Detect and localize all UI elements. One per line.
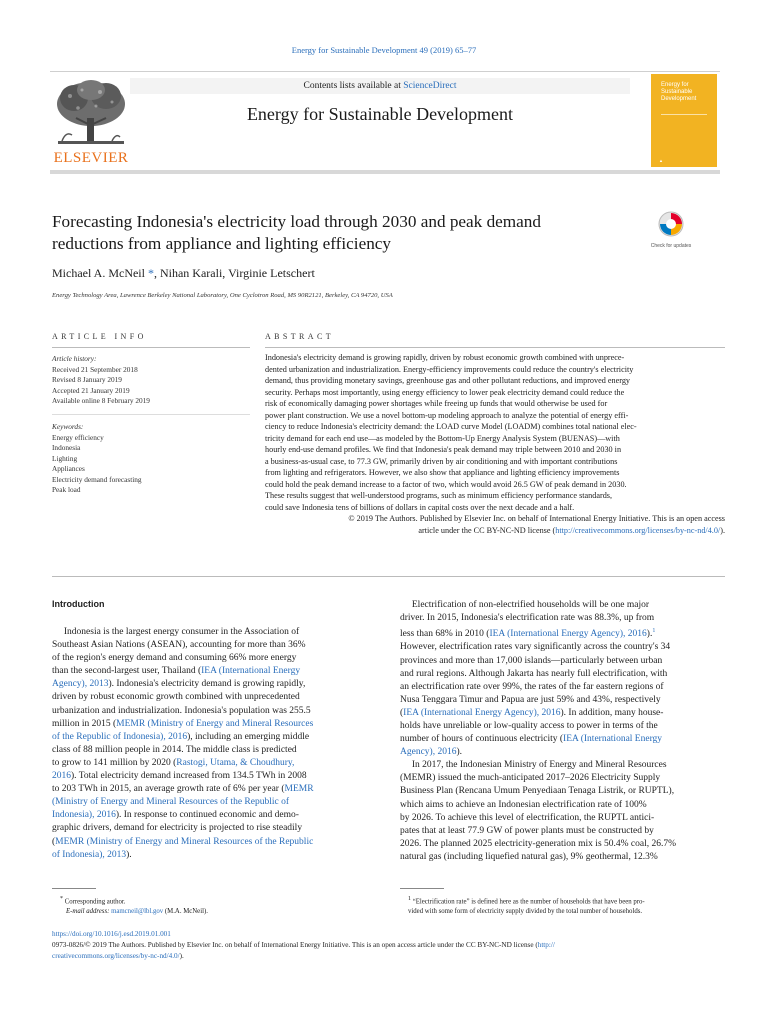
body-line: Business Plan (Rencana Umum Penyediaan Tenaga Listrik, or RUPTL),: [400, 786, 675, 797]
keywords: [52, 422, 252, 496]
license-line: creativecommons.org/licenses/by-nc-nd/4.0/).: [52, 952, 184, 960]
citation-link[interactable]: Rastogi, Utama, & Choudhury,: [176, 757, 295, 768]
citation-link[interactable]: IEA (International Energy Agency), 2016: [489, 629, 647, 640]
contents-prefix: Contents lists available at: [303, 81, 404, 91]
body-line: by 2026. To achieve this level of electrification, the RUPTL antici-: [400, 812, 655, 823]
keyword: Energy efficiency: [52, 432, 104, 442]
citation-link[interactable]: of Indonesia), 2013: [52, 849, 127, 860]
info-divider: [52, 347, 250, 348]
check-for-updates-icon: [657, 210, 685, 238]
body-line: graphic drivers, demand for electricity is projected to rise steadily: [52, 823, 303, 834]
article-history: [52, 354, 252, 407]
copyright-line: © 2019 The Authors. Published by Elsevier Inc. on behalf of International Energy Initiative. This is an open access: [348, 514, 725, 523]
abstract-divider: [265, 347, 725, 348]
article-footer: [52, 929, 732, 962]
abstract-line: tricity demand for each end use—as modeled by the Bottom-Up Energy Analysis System (BUENAS)—with: [265, 433, 620, 443]
body-line: an electrification rate over 99%, the rates of the far eastern regions of: [400, 681, 664, 692]
abstract-line: dented urbanization and industrialization. Energy-efficiency improvements could reduce the country's electricity: [265, 364, 634, 374]
journal-reference[interactable]: [0, 45, 768, 55]
keyword: Lighting: [52, 453, 78, 463]
body-line: Agency), 2013). Indonesia's electricity demand is growing rapidly,: [52, 679, 306, 690]
license-line: 0973-0826/© 2019 The Authors. Published by Elsevier Inc. on behalf of International Energy Initiative. This is an open access article under the CC BY-NC-ND license (http://: [52, 941, 555, 949]
abstract-body: [265, 352, 725, 536]
abstract-line: a business-as-usual case, to 77.3 GW, primarily driven by air conditioning and with important contributions: [265, 456, 618, 466]
body-line: (MEMR) issued the much-anticipated 2017–2026 Electricity Supply: [400, 773, 661, 784]
intro-right-column: [400, 599, 725, 864]
electrification-footnote: $^1$ “Electrification rate” is defined here as the number of households that have been pro- vided with some form of electricity supply divided by the total number of households.: [408, 896, 645, 916]
cover-title: Energy for Sustainable Development: [661, 82, 697, 102]
body-line: (IEA (International Energy Agency), 2016). In addition, many house-: [400, 707, 664, 718]
body-line: pates that at least 77.9 GW of power plants must be constructed by: [400, 825, 654, 836]
body-line: Indonesia), 2016). In response to continued economic and demo-: [52, 810, 299, 821]
citation-link[interactable]: Agency), 2016: [400, 747, 457, 758]
citation-link[interactable]: of the Republic of Indonesia), 2016: [52, 731, 188, 742]
keyword: Appliances: [52, 464, 85, 473]
footnote-ref[interactable]: 1: [652, 628, 656, 635]
cover-publisher-logo: ▲: [659, 158, 663, 163]
citation-link[interactable]: MEMR: [284, 784, 314, 795]
citation-link[interactable]: Agency), 2013: [52, 679, 109, 690]
body-line: Southeast Asian Nations (ASEAN), accounting for more than 36%: [52, 640, 306, 651]
footnote-rule-left: [52, 888, 96, 889]
section-divider: [52, 576, 725, 577]
sciencedirect-link[interactable]: ScienceDirect: [403, 81, 457, 91]
citation-link[interactable]: MEMR (Ministry of Energy and Mineral Resources of the Republic: [55, 836, 314, 847]
citation-link[interactable]: IEA (International Energy: [563, 734, 663, 745]
body-line: Electrification of non-electrified households will be one major: [400, 600, 650, 610]
citation-link[interactable]: IEA (International Energy Agency), 2016: [403, 707, 561, 718]
body-line: Agency), 2016).: [400, 747, 463, 758]
body-line: [52, 796, 379, 809]
corresponding-author-mark[interactable]: *: [147, 266, 154, 280]
journal-title: Energy for Sustainable Development: [246, 104, 514, 124]
journal-reference-link[interactable]: Energy for Sustainable Development 49 (2019) 65–77: [291, 45, 477, 55]
check-for-updates-label: Check for updates: [650, 243, 692, 249]
intro-left-column: [52, 626, 379, 862]
cc-license-link[interactable]: http://creativecommons.org/licenses/by-nc-nd/4.0/: [555, 525, 721, 535]
body-line: driven by robust economic growth combined with unprecedented: [52, 692, 300, 703]
history-item: Received 21 September 2018: [52, 364, 138, 374]
body-line: of the Republic of Indonesia), 2016), including an emerging middle: [52, 731, 310, 742]
body-line: number of hours of continuous electricity (IEA (International Energy: [400, 734, 663, 745]
citation-link[interactable]: Indonesia), 2016: [52, 810, 116, 821]
author-email-link[interactable]: mamcneil@lbl.gov: [111, 908, 164, 916]
citation-link[interactable]: MEMR (Ministry of Energy and Mineral Resources: [116, 718, 314, 729]
body-line: driver. In 2015, Indonesia's electrification rate was 88.3%, up from: [400, 613, 655, 624]
elsevier-tree-icon: [52, 78, 130, 148]
body-line: However, electrification rates vary significantly across the country's 34: [400, 642, 671, 653]
body-line: of Indonesia), 2013).: [52, 849, 132, 860]
abstract-line: power plant construction. We use a novel bottom-up modeling approach to analyze the potential of energy effi-: [265, 410, 629, 420]
contents-bar: [130, 78, 630, 94]
history-item: Accepted 21 January 2019: [52, 385, 130, 395]
body-line: and rural regions. Although Jakarta has nearly full electrification, with: [400, 668, 668, 679]
citation-link[interactable]: IEA (International Energy: [201, 666, 301, 677]
introduction-heading: Introduction: [52, 599, 105, 609]
body-line: less than 68% in 2010 (IEA (International Energy Agency), 2016).$^1$: [400, 628, 656, 640]
abstract-line: These results suggest that well-understood programs, such as minimum efficiency performance standards,: [265, 491, 613, 500]
body-line: (MEMR (Ministry of Energy and Mineral Resources of the Republic: [52, 836, 314, 847]
keywords-label: Keywords:: [52, 422, 84, 431]
abstract-copyright: [265, 513, 725, 536]
abstract-line: could save Indonesia tens of billions of dollars in capital costs over the next decade and a half.: [265, 502, 575, 512]
cover-rule: [661, 114, 707, 115]
keyword: Indonesia: [52, 443, 81, 452]
license-link[interactable]: http://: [537, 941, 555, 949]
author-name: Michael A. McNeil: [52, 266, 148, 280]
check-for-updates-badge[interactable]: [650, 210, 692, 252]
body-line: 2026. The planned 2025 electricity-generation mix is 50.4% coal, 26.7%: [400, 838, 677, 849]
body-line: of the region's energy demand and consuming 66% more energy: [52, 653, 297, 664]
body-line: than the second-largest user, Thailand (IEA (International Energy: [52, 666, 301, 677]
corresponding-footnote: * Corresponding author. E-mail address: mamcneil@lbl.gov (M.A. McNeil).: [60, 896, 208, 916]
abstract-line: ciency to reduce Indonesia's electricity demand: the LOAD curve Model (LOADM) combines total national elec-: [265, 422, 637, 431]
author-names: , Nihan Karali, Virginie Letschert: [153, 266, 315, 280]
keyword: Peak load: [52, 485, 81, 494]
body-line: natural gas (including liquefied natural gas), 9% geothermal, 12.3%: [400, 851, 658, 862]
body-line: urbanization and industrialization. Indonesia's population was 255.5: [52, 705, 311, 716]
abstract-line: demand, thus providing monetary savings, greenhouse gas and other pollutant reductions, and improved energy: [265, 376, 631, 385]
paper-title: Forecasting Indonesia's electricity load through 2030 and peak demand reductions from appliance and lighting efficiency: [52, 212, 541, 253]
elsevier-wordmark: ELSEVIER: [53, 150, 129, 166]
copyright-line: article under the CC BY-NC-ND license (http://creativecommons.org/licenses/by-nc-nd/4.0/).: [418, 525, 725, 535]
abstract-line: risk of economically damaging power shortages while freeing up funds that would otherwise be used for: [265, 399, 608, 408]
doi-link[interactable]: https://doi.org/10.1016/j.esd.2019.01.001: [52, 930, 171, 938]
license-link[interactable]: creativecommons.org/licenses/by-nc-nd/4.0/: [52, 952, 180, 960]
body-line: to grow to 141 million by 2020 (Rastogi, Utama, & Choudhury,: [52, 757, 295, 768]
abstract-line: hourly end-use demand profiles. We find that Indonesia's peak demand may triple between 2010 and 2030 in: [265, 445, 622, 454]
keyword: Electricity demand forecasting: [52, 474, 142, 484]
history-label: Article history:: [52, 354, 97, 363]
body-line: 2016). Total electricity demand increased from 134.5 TWh in 2008: [52, 771, 307, 782]
citation-link[interactable]: 2016: [52, 771, 71, 782]
abstract-line: could hold the peak demand increase to a factor of two, which would avoid 26.5 GW of peak demand in 2030.: [265, 479, 627, 489]
author-list: [52, 266, 315, 281]
body-line: Nusa Tenggara Timur and Papua are just 59% and 43%, respectively: [400, 694, 661, 705]
abstract-line: security. Perhaps most importantly, using energy efficiency to lower peak electricity demand could reduce the: [265, 387, 625, 397]
article-info-heading: ARTICLE INFO: [52, 332, 147, 341]
history-item: Revised 8 January 2019: [52, 375, 122, 384]
journal-cover-image[interactable]: [651, 74, 717, 167]
abstract-heading: ABSTRACT: [265, 332, 334, 341]
abstract-line: Indonesia's electricity demand is growing rapidly, driven by robust economic growth combined with unprece-: [265, 353, 625, 362]
body-line: class of 88 million people in 2014. The middle class is predicted: [52, 744, 297, 755]
affiliation: Energy Technology Area, Lawrence Berkeley National Laboratory, One Cyclotron Road, MS 90R2121, Berkeley, CA 94720, USA: [52, 292, 393, 299]
body-line: to 203 TWh in 2015, an average growth rate of 6% per year (MEMR: [52, 784, 314, 795]
body-line: holds have unreliable or low-quality access to power in terms of the: [400, 721, 658, 731]
body-line: Indonesia is the largest energy consumer in the Association of: [52, 627, 300, 637]
body-line: In 2017, the Indonesian Ministry of Energy and Mineral Resources: [400, 760, 667, 771]
footnote-rule-right: [400, 888, 444, 889]
history-divider: [52, 414, 250, 415]
abstract-line: from lighting and refrigerators. However, we also show that appliance and lighting efficiency improvements: [265, 468, 620, 477]
history-item: Available online 8 February 2019: [52, 396, 150, 405]
body-line: million in 2015 (MEMR (Ministry of Energy and Mineral Resources: [52, 718, 314, 729]
body-line: provinces and more than 17,000 islands—particularly between urban: [400, 655, 663, 666]
citation-link[interactable]: (Ministry of Energy and Mineral Resources of the Republic of: [52, 797, 290, 808]
body-line: which aims to achieve an Indonesian electrification rate of 100%: [400, 799, 647, 810]
